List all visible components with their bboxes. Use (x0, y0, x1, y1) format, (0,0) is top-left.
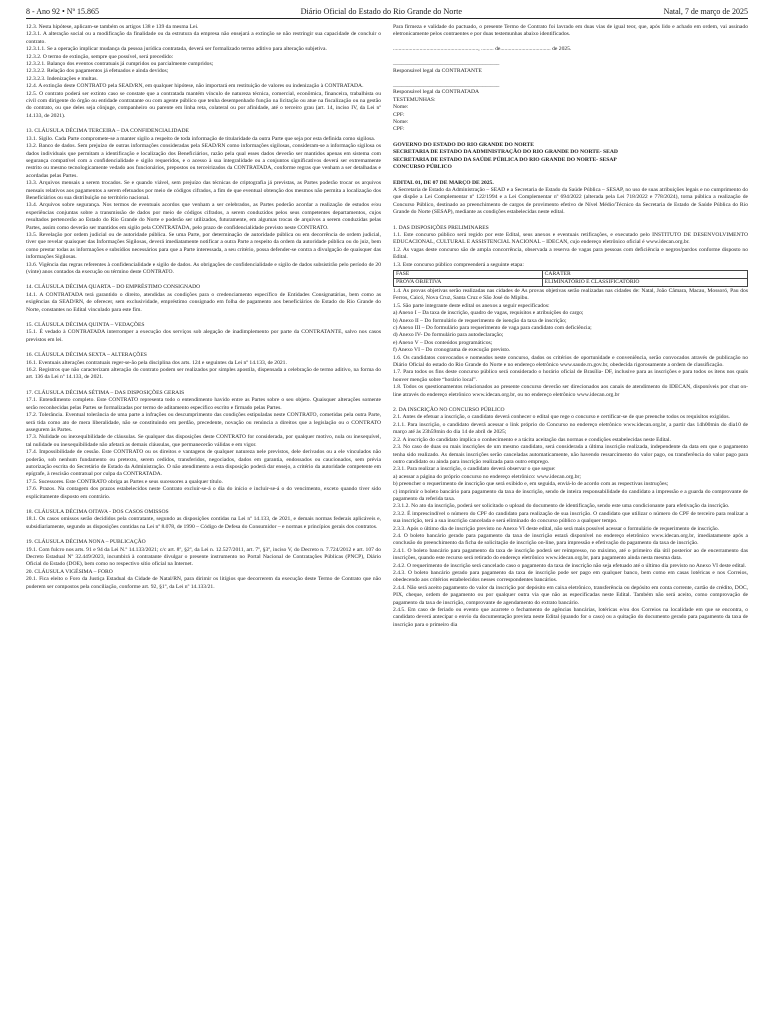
paragraph: 13.2. Banco de dados. Sem prejuízo de outras informações consideradas pela SEAD/RN como informações sigilosas, consideram-se a informação sigilosa os dados individuais que permitam a identificação e localização dos Beneficiários, razão pela qual esses dados deverão ser mantidos apenas em sistema com segurança compatível com a confidencialidade e sigilo requeridos, e o acesso à sua integralidade ou a conjuntos significativos deverá ser extremamente restrito ou mesmo tecnologicamente vedado aos funcionários, prepostos ou terceirizados da CONTRATADA, conforme regras que venham a ser detalhadas e acordadas pelas Partes. (26, 143, 381, 179)
section-heading: 18. CLÁUSULA DÉCIMA OITAVA - DOS CASOS OMISSOS (26, 508, 169, 515)
paragraph: 1.5. São parte integrante deste edital os anexos a seguir especificados: (393, 302, 550, 309)
paragraph: ______________________________________ (393, 82, 500, 89)
section-heading: 16. CLÁUSULA DÉCIMA SEXTA – ALTERAÇÕES (26, 352, 147, 359)
paragraph: 17.6. Prazos. Na contagem dos prazos estabelecidos neste Contrato excluir-se-á o dia do início e incluir-se-á o do vencimento, exceto quando tiver sido explicitamente disposto em contrário. (26, 486, 381, 500)
paragraph: 1.4. As provas objetivas serão realizadas nas cidades de As provas objetivas serão realizadas nas cidades de: Natal, João Câmara, Macau, Mossoró, Pau dos Ferros, Caicó, Nova Cruz, Santa Cruz e São José do Mipibu. (393, 287, 748, 302)
table-header-row (394, 270, 748, 278)
paragraph: A Secretaria de Estado da Administração – SEAD e a Secretaria de Estado da Saúde Pública – SESAP, no uso de suas atribuições legais e no cumprimento do que dispõe a Lei Complementar nº 122/1994 e a Lei Complementar nº 694/2022 (alterada pela Lei 718/2022 e 778/2024), torna pública a realização de Concurso Público, destinado ao preenchimento de cargos de provimento efetivo de Nível Médio/Técnico da Secretaria de Estado de Saúde Pública do Rio Grande do Norte (SESAP), mediante as condições estabelecidas neste edital. (393, 186, 748, 216)
paragraph: 12.3. Nesta hipótese, aplicam-se também os artigos 138 e 139 da mesma Lei. (26, 24, 199, 30)
paragraph: SECRETARIA DE ESTADO DA ADMINISTRAÇÃO DO RIO GRANDE DO NORTE- SEAD (393, 149, 618, 156)
paragraph: 2.3.2. É imprescindível o número do CPF do candidato para realização de sua inscrição. O candidato que utilizar o número do CPF de terceiro para realizar a sua inscrição, terá a sua inscrição cancelada e será eliminado do concurso público a qualquer tempo. (393, 510, 748, 525)
paragraph: 1.8. Todos os questionamentos relacionados ao presente concurso deverão ser direcionados aos canais de atendimento do IDECAN, disponíveis por chat on-line através do endereço eletrônico www.idecan.org.br, ou no endereço eletrônico www.idecan.org.br (393, 384, 748, 398)
paragraph: 1.2. As vagas deste concurso são de ampla concorrência, observada a reserva de vagas para pessoas com deficiência e negros/pardos conforme disposto no Edital. (393, 246, 748, 261)
paragraph: 2.2. A inscrição do candidato implica o conhecimento e a tácita aceitação das normas e condições estabelecidas neste Edital. (393, 436, 671, 443)
paragraph: 17.3. Nulidade ou inexequibilidade de cláusulas. Se qualquer das disposições deste CONTRATO for considerada, por qualquer motivo, nula ou inexequível, tal nulidade ou inexequibilidade não afetará as demais cláusulas, que permanecerão válidas e em vigor. (26, 434, 381, 448)
paragraph: 17.5. Sucessores. Este CONTRATO obriga as Partes e seus sucessores a qualquer título. (26, 478, 223, 485)
page-header (26, 7, 748, 19)
paragraph: 20. CLÁUSULA VIGÉSIMA – FORO (26, 568, 113, 575)
paragraph: 1.3. Este concurso público compreenderá a seguinte etapa: (393, 261, 524, 268)
paragraph: f) Anexo VI – Do cronograma de execução previsto. (393, 347, 511, 354)
paragraph: 16.1. Eventuais alterações contratuais reger-se-ão pela disciplina dos arts. 124 e seguintes da Lei nº 14.133, de 2021. (26, 359, 287, 366)
paragraph: Nome: (393, 119, 409, 126)
paragraph: Para firmeza e validade do pactuado, o presente Termo de Contrato foi lavrado em duas vias de igual teor, que, após lido e achado em ordem, vai assinado eletronicamente pelos contraentes e por duas testemunhas abaixo identificados. (393, 24, 748, 38)
paragraph: 12.3.2.3. Indenizações e multas. (26, 75, 98, 82)
paragraph: 13.1. Sigilo. Cada Parte compromete-se a manter sigilo a respeito de toda informação de titularidade da outra Parte que seja por esta definida como sigilosa. (26, 135, 376, 142)
etapa-table (393, 270, 748, 287)
paragraph: 12.3.1.1. Se a operação implicar mudança da pessoa jurídica contratada, deverá ser formalizado termo aditivo para alteração subjetiva. (26, 46, 327, 53)
paragraph: 2.4.3. O boleto bancário gerado para pagamento da taxa de inscrição pode ser pago em qualquer banco, bem como em casas lotéricas e nos Correios, obedecendo aos critérios estabelecidos nesses correspondentes bancários. (393, 570, 748, 584)
paragraph: Responsável legal da CONTRATANTE (393, 67, 482, 74)
paragraph: 17.1. Entendimento completo. Este CONTRATO representa todo o entendimento havido entre as Partes sobre o seu objeto. Quaisquer alterações somente serão reconhecidas pelas Partes se formalizadas por termo de aditamento específico escrito e firmado pelas Partes. (26, 397, 381, 411)
paragraph: b) Anexo II – Do formulário de requerimento de isenção da taxa de inscrição; (393, 317, 567, 324)
table-header-cell: CARÁTER (542, 270, 747, 278)
section-heading: 13. CLÁUSULA DÉCIMA TERCEIRA – DA CONFIDENCIALIDADE (26, 128, 189, 135)
paragraph: 2.1. Antes de efetuar a inscrição, o candidato deverá conhecer o edital que rege o concurso e certificar-se de que preenche todos os requisitos exigidos. (393, 414, 730, 421)
publication-date: Natal, 7 de março de 2025 (663, 7, 748, 16)
paragraph: a) acessar a página do próprio concurso no endereço eletrônico: www.idecan.org.br; (393, 473, 581, 480)
paragraph: 2.3.1.2. No ato da inscrição, poderá ser solicitado o upload do documento de identificação, sendo este uma condicionante para efetivação da inscrição. (393, 503, 730, 510)
paragraph: 15.1. É vedado à CONTRATADA interromper a execução dos serviços sob alegação de inadimplemento por parte da CONTRATANTE, salvo nos casos previstos em lei. (26, 329, 381, 343)
paragraph: 2.3. No caso de duas ou mais inscrições de um mesmo candidato, será considerada a última inscrição realizada, independente da data em que o pagamento tenha sido realizado. As demais inscrições serão canceladas automaticamente, não havendo ressarcimento do valor pago, ou transferência do valor pago para outro candidato ou ainda para inscrição realizada para outro emprego. (393, 444, 748, 465)
paragraph: 17.2. Tolerância. Eventual tolerância de uma parte a infrações ou descumprimento das condições estipuladas neste CONTRATO, cometidas pela outra Parte, será tida como ato de mera liberalidade, não se constituindo em perdão, precedente, novação ou renúncia a direitos que a legislação ou o CONTRATO assegurem às Partes. (26, 412, 381, 433)
section-heading: 19. CLÁUSULA DÉCIMA NONA – PUBLICAÇÃO (26, 539, 146, 546)
section-heading: GOVERNO DO ESTADO DO RIO GRANDE DO NORTE (393, 141, 534, 148)
left-column (26, 24, 381, 629)
paragraph: 12.3.2. O termo de extinção, sempre que possível, será precedido: (26, 53, 174, 60)
paragraph: SECRETARIA DE ESTADO DA SAÚDE PÚBLICA DO RIO GRANDE DO NORTE- SESAP (393, 156, 617, 163)
paragraph: 16.2. Registros que não caracterizam alteração do contrato podem ser realizados por simples apostila, dispensada a celebração de termo aditivo, na forma do art. 136 da Lei nº 14.133, de 2021. (26, 367, 381, 381)
section-heading: 17. CLÁUSULA DÉCIMA SÉTIMA – DAS DISPOSIÇÕES GERAIS (26, 389, 185, 396)
paragraph: c) imprimir o boleto bancário para pagamento da taxa de inscrição, sendo de inteira responsabilidade do candidato a impressão e a guarda do comprovante de pagamento da referida taxa. (393, 488, 748, 502)
table-cell: ELIMINATÓRIO E CLASSIFICATÓRIO (542, 278, 747, 286)
paragraph: TESTEMUNHAS: (393, 96, 436, 103)
paragraph: c) Anexo III – Do formulário para requerimento de vaga para candidato com deficiência; (393, 325, 592, 331)
paragraph: Responsável legal da CONTRATADA (393, 89, 480, 96)
paragraph: ______________________________________ (393, 60, 500, 67)
paragraph: CONCURSO PÚBLICO (393, 164, 452, 171)
paragraph: 2.4.2. O requerimento de inscrição será cancelado caso o pagamento da taxa de inscrição não seja efetuado até o último dia previsto no Anexo VI deste edital. (393, 562, 747, 569)
paragraph: 14.1. A CONTRATADA terá garantido o direito, atendidas as condições para o credenciamento específico de Entidades Consignatárias, bem como as exigências da SEAD/RN, de oferecer, sem exclusividade, empréstimo consignado em folha de pagamento aos beneficiários do Estado do Rio Grande do Norte, constantes no Edital vinculado para este fim. (26, 291, 381, 313)
paragraph: 12.3.1. A alteração social ou a modificação da finalidade ou da estrutura da empresa não ensejará a extinção se não restringir sua capacidade de concluir o contrato. (26, 31, 381, 45)
paragraph: 12.5. O contrato poderá ser extinto caso se constate que a contratada mantém vínculo de natureza técnica, comercial, econômica, financeira, trabalhista ou civil com dirigente do órgão ou entidade contratante ou com agente público que tenha desempenhado função na licitação ou atue na fiscalização ou na gestão do contrato, ou que deles seja cônjuge, companheiro ou parente em linha reta, colateral ou por afinidade, até o terceiro grau (art. 14, inciso IV, da Lei nº 14.133, de 2021). (26, 90, 381, 119)
section-heading: 15. CLÁUSULA DÉCIMA QUINTA – VEDAÇÕES (26, 322, 145, 329)
paragraph: e) Anexo V – Dos conteúdos programáticos; (393, 339, 493, 346)
paragraph: CPF: (393, 111, 405, 118)
paragraph: 2.1.1. Para inscrição, o candidato deverá acessar o link próprio do Concurso no endereço eletrônico www.idecan.org.br, a partir das 14h00min do dia10 de março até às 23h59min do dia 14 de abril de 2025; (393, 421, 748, 436)
text-columns (26, 24, 748, 629)
paragraph: 2.4.5. Em caso de feriado ou evento que acarrete o fechamento de agências bancárias, lotéricas e/ou dos Correios na localidade em que se encontra, o candidato deverá antecipar o envio da documentação prevista neste Edital (quando for o caso) ou a quitação do documento gerado para pagamento da taxa de inscrição para o primeiro dia (393, 607, 748, 628)
paragraph: 20.1. Fica eleito o Foro da Justiça Estadual da Cidade de Natal/RN, para dirimir os litígios que decorrerem da execução deste Termo de Contrato que não puderem ser compostos pela conciliação, conforme art. 92, §1º, da Lei nº 14.133/21. (26, 576, 381, 590)
issue-info: 8 - Ano 92 • Nº 15.865 (26, 7, 100, 16)
paragraph: 12.3.2.1. Balanço dos eventos contratuais já cumpridos ou parcialmente cumpridos; (26, 61, 214, 68)
publication-title: Diário Oficial do Estado do Rio Grande do Norte (300, 7, 463, 16)
paragraph: a) Anexo I – Da taxa de inscrição, quadro de vagas, requisitos e atribuições do cargo; (393, 310, 584, 317)
paragraph: 2.3.3. Após o último dia de inscrição previsto no Anexo VI deste edital, não será mais possível acessar o formulário de requerimento de inscrição. (393, 525, 720, 532)
paragraph: b) preencher o requerimento de inscrição que será exibido e, em seguida, enviá-lo de acordo com as respectivas instruções; (393, 481, 669, 488)
section-heading: EDITAL 01, DE 07 DE MARÇO DE 2025. (393, 179, 494, 186)
paragraph: 13.3. Arquivos mensais a serem trocados. Se e quando viável, sem prejuízo das técnicas de criptografia já previstas, as Partes poderão trocar os arquivos mensais relativos aos pagamentos a serem efetuados por meio de códigos cifrados, a fim de que eventual obtenção dos mesmos não permita a localização dos Beneficiários ou sua distribuição no território nacional. (26, 180, 381, 201)
paragraph: 1.7. Para todos os fins deste concurso público será considerado o horário oficial de Brasília- DF, inclusive para as inscrições e para todos os itens nos quais houver menção sobre “horário local”. (393, 369, 748, 383)
paragraph: 18.1. Os casos omissos serão decididos pela contratante, segundo as disposições contidas na Lei nº 14.133, de 2021, e demais normas federais aplicáveis e, subsidiariamente, segundo as disposições contidas na Lei nº 8.078, de 1990 – Código de Defesa do Consumidor – e normas e princípios gerais dos contratos. (26, 516, 381, 530)
section-heading: 1. DAS DISPOSIÇÕES PRELIMINARES (393, 224, 489, 231)
section-heading: 2. DA INSCRIÇÃO NO CONCURSO PÚBLICO (393, 407, 505, 414)
table-cell: PROVA OBJETIVA (394, 278, 543, 286)
paragraph: 19.1. Com fulcro nos arts. 91 e 94 da Lei N.º 14.133/2021; c/c art. 8º, §2º, da Lei n. 12.527/2011, art. 7º, §3º, inciso V, do Decreto n. 7.724/2012 e art. 107 do Decreto Estadual Nº 32.449/2023, incumbirá à contratante divulgar o presente instrumento no Portal Nacional de Contratações Públicas (PNCP), Diário Oficial do Estado (DOE), bem como no respectivo sítio oficial na Internet. (26, 546, 381, 568)
paragraph: ............................................................., ......... de.................................... de 2025. (393, 45, 572, 52)
paragraph: 12.4. A extinção deste CONTRATO pela SEAD/RN, em qualquer hipótese, não importará em restituição de valores ou indenização à CONTRATADA. (26, 83, 364, 90)
paragraph: 1.1. Este concurso público será regido por este Edital, seus anexos e eventuais retificações, e executado pelo INSTITUTO DE DESENVOLVIMENTO EDUCACIONAL, CULTURAL E ASSISTENCIAL NACIONAL – IDECAN, cujo endereço eletrônico oficial é www.idecan.org.br. (393, 231, 748, 246)
paragraph: d) Anexo IV- Do formulário para autodeclaração; (393, 332, 504, 339)
section-heading: 14. CLÁUSULA DÉCIMA QUARTA – DO EMPRÉSTIMO CONSIGNADO (26, 284, 201, 291)
paragraph: 17.4. Impossibilidade de cessão. Este CONTRATO ou os direitos e vantagens de qualquer natureza nele previstos, dele derivados ou a ele vinculados não poderão, sob nenhum fundamento ou pretexto, serem cedidos, transferidos, negociados, dados em garantia, endossados ou caucionados, sem prévia autorização escrita do Secretário de Estado da Administração. O não atendimento a esta disposição poderá dar ensejo, a critério da autoridade competente em epígrafe, à rescisão contratual por culpa da CONTRATADA. (26, 449, 381, 478)
table-row (394, 278, 748, 286)
paragraph: 2.3.1. Para realizar a inscrição, o candidato deverá observar o que segue: (393, 466, 556, 473)
paragraph: 2.4.4. Não será aceito pagamento do valor da inscrição por depósito em caixa eletrônico, transferência ou depósito em conta corrente, cartão de crédito, DOC, PIX, cheque, ordem de pagamento ou por qualquer outra via que não as especificadas neste Edital. Também não será aceito, como comprovação de pagamento da taxa de inscrição, comprovante de agendamento do extrato bancário. (393, 584, 748, 606)
paragraph: 12.3.2.2. Relação dos pagamentos já efetuados e ainda devidos; (26, 68, 169, 75)
paragraph: 13.4. Arquivos sobre segurança. Nos termos de eventuais acordos que venham a ser celebrados, as Partes poderão acordar a realização de estudos e/ou experiências conjuntas sobre a transmissão de dados por meio de códigos cifrados, a serem conduzidos pelos seus competentes departamentos, cujos resultados pertencerão ao Estado do Rio Grande do Norte e poderão ser utilizados, futuramente, em algumas trocas de arquivos a serem conduzidas pelas Partes, assim como deverão ser mantidos em sigilo pela CONTRATADA, pelo prazo de confidencialidade previsto neste CONTRATO. (26, 202, 381, 231)
paragraph: 13.5. Revelação por ordem judicial ou de autoridade pública. Se uma Parte, por determinação de autoridade pública ou em decorrência de ordem judicial, tiver que revelar quaisquer das Informações Sigilosas, deverá imediatamente notificar a outra Parte a respeito da ordem da autoridade pública ou do juiz, bem como prestar todas as informações e subsídios necessários para que a Parte interessada, a seu critério, possa defender-se contra a divulgação de quaisquer das informações Sigilosas. (26, 231, 381, 261)
table-header-cell: FASE (394, 270, 543, 278)
right-column (393, 24, 748, 629)
paragraph: 13.6. Vigência das regras referentes à confidencialidade e sigilo de dados. As obrigações de confidencialidade e sigilo de dados subsistirão pelo período de 20 (vinte) anos contados da execução ou término deste CONTRATO. (26, 261, 381, 275)
paragraph: 1.6. Os candidatos convocados e nomeados neste concurso, dados os critérios de oportunidade e conveniência, serão convocados através de publicação no Diário Oficial do estado do Rio Grande do Norte e no endereço eletrônico www.saude.rn.gov.br, obedecida rigorosamente a ordem de classificação. (393, 354, 748, 369)
paragraph: Nome: (393, 104, 409, 111)
paragraph: 2.4. O boleto bancário gerado para pagamento da taxa de inscrição estará disponível no endereço eletrônico www.idecan.org.br, imediatamente após a conclusão do preenchimento da ficha de solicitação de inscrição on-line, para impressão e efetivação do pagamento da taxa de inscrição. (393, 532, 748, 547)
paragraph: CPF: (393, 126, 405, 133)
paragraph: 2.4.1. O boleto bancário para pagamento da taxa de inscrição poderá ser reimpresso, no máximo, até o primeiro dia útil posterior ao de encerramento das inscrições, quando este recurso será retirado do endereço eletrônico www.idecan.org.br, para pagamento ainda nesta mesma data. (393, 547, 748, 562)
